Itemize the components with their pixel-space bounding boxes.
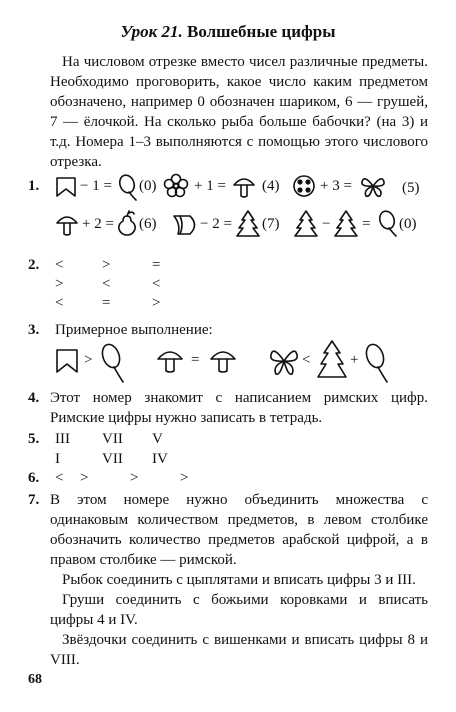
task-5-roman: IV (152, 451, 168, 467)
task-2-number: 2. (28, 257, 40, 273)
fir-tree-icon (236, 210, 260, 238)
task-7-number: 7. (28, 492, 40, 508)
mushroom-icon (156, 348, 184, 374)
butterfly-icon (360, 174, 386, 198)
lesson-number: Урок 21. (120, 22, 183, 41)
butterfly-icon (268, 345, 300, 377)
task-2-sign: < (55, 295, 64, 311)
task-4-text: Этот номер знакомит с написанием римских цифр. Римские цифры нужно записать в тетрадь. (50, 390, 428, 426)
task-1-number: 1. (28, 178, 40, 194)
flower-icon (164, 174, 188, 198)
task-2-sign: > (55, 276, 64, 292)
task-1-op-1: − 1 = (80, 178, 112, 194)
task-5-roman: I (55, 451, 60, 467)
flag-icon (55, 348, 79, 374)
task-5-roman: V (152, 431, 163, 447)
task-1-answer-5: (7) (262, 216, 280, 232)
intro-paragraph: На числовом отрезке вместо чисел различные предметы. Необходимо проговорить, какое число каким предметом обозначено, например 0 обозначен шариком, 6 — грушей, 7 — ёлочкой. На сколько рыба больше бабочки? (на 3) и т.д. Номера 1–3 выполняются с помощью этого числового отрезка. (50, 54, 428, 170)
task-3-sign: < (302, 352, 311, 368)
task-7-line-fish: Рыбок соединить с цыплятами и вписать цифры 3 и III. (62, 572, 416, 588)
task-1-answer-1: (0) (139, 178, 157, 194)
task-6-number: 6. (28, 470, 40, 486)
ladybug-icon (292, 174, 316, 198)
task-3-number: 3. (28, 322, 40, 338)
task-2-sign: < (152, 276, 161, 292)
task-5-roman: VII (102, 431, 123, 447)
task-1-answer-3: (5) (402, 180, 420, 196)
task-2-sign: > (102, 257, 111, 273)
task-1-answer-6: (0) (399, 216, 417, 232)
task-1-op-4: + 2 = (82, 216, 114, 232)
lesson-topic: Волшебные цифры (187, 22, 336, 41)
task-3-sign: = (191, 352, 200, 368)
pear-icon (116, 210, 138, 236)
balloon-icon (363, 342, 391, 386)
task-2-sign: < (55, 257, 64, 273)
task-1-answer-2: (4) (262, 178, 280, 194)
balloon-icon (378, 210, 398, 238)
task-6-sign: > (130, 470, 139, 486)
task-1-op-6: − (322, 216, 331, 232)
fish-icon (172, 214, 200, 236)
fir-tree-icon (294, 210, 318, 238)
task-5-roman: VII (102, 451, 123, 467)
task-5-roman: III (55, 431, 70, 447)
task-1-op-5: − 2 = (200, 216, 232, 232)
task-6-sign: > (80, 470, 89, 486)
task-7-line-stars: Звёздочки соединить с вишенками и вписать цифры 8 и VIII. (50, 632, 428, 668)
task-3-sign: + (350, 352, 359, 368)
task-3-sign: > (84, 352, 93, 368)
task-6-sign: > (180, 470, 189, 486)
task-7-text: В этом номере нужно объединить множества с одинаковым количеством предметов, в левом столбике обозначить количество предметов арабской цифрой, а в правом столбике — римской. (50, 492, 428, 568)
page-title (0, 22, 456, 42)
task-1-eq-6: = (362, 216, 371, 232)
task-1-op-3: + 3 = (320, 178, 352, 194)
task-2-sign: > (152, 295, 161, 311)
task-2-sign: < (102, 276, 111, 292)
mushroom-icon (232, 175, 256, 199)
fir-tree-icon (334, 210, 358, 238)
page-number: 68 (28, 672, 42, 687)
task-5-number: 5. (28, 431, 40, 447)
balloon-icon (99, 342, 127, 386)
task-1-op-2: + 1 = (194, 178, 226, 194)
fir-tree-icon (316, 340, 348, 380)
mushroom-icon (55, 213, 79, 237)
task-6-sign: < (55, 470, 64, 486)
task-7-line-pears: Груши соединить с божьими коровками и вписать цифры 4 и IV. (50, 592, 428, 628)
task-3-text: Примерное выполнение: (55, 322, 213, 338)
mushroom-icon (209, 348, 237, 374)
task-2-sign: = (102, 295, 111, 311)
balloon-icon (118, 174, 138, 202)
task-4-number: 4. (28, 390, 40, 406)
flag-icon (55, 176, 77, 198)
task-2-sign: = (152, 257, 161, 273)
task-1-answer-4: (6) (139, 216, 157, 232)
